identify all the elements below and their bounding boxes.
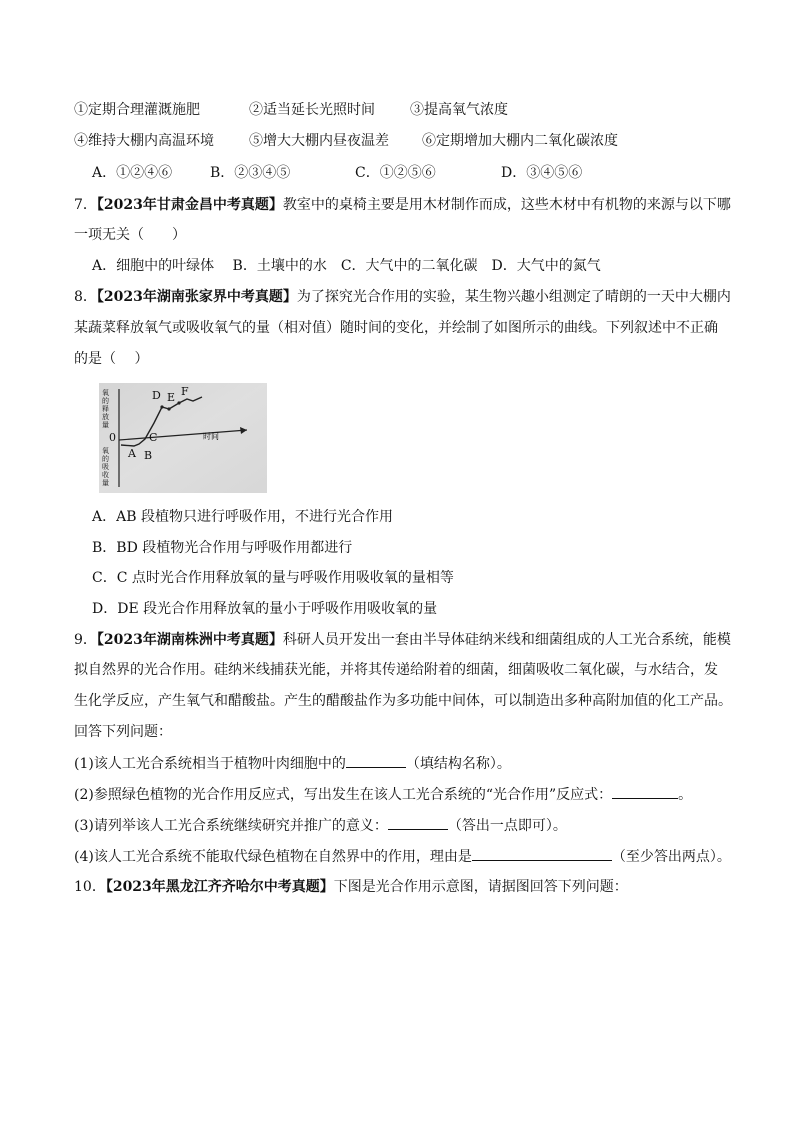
figure-point-b: B: [144, 449, 153, 462]
q7-stem-line-1: [74, 195, 731, 215]
question-number: 9．: [74, 632, 97, 648]
question-text: 教室中的桌椅主要是用木材制作而成，这些木材中有机物的来源与以下哪: [282, 197, 731, 213]
question-number: 10．: [74, 879, 106, 895]
figure-point-e: E: [167, 391, 176, 404]
subquestion-note: 。: [678, 787, 693, 803]
subquestion-text: (4)该人工光合系统不能取代绿色植物在自然界中的作用，理由是: [74, 849, 472, 865]
source-tag: 【2023年湖南张家界中考真题】: [96, 289, 297, 305]
q8-choice-d: D．DE 段光合作用释放氧的量小于呼吸作用吸收氧的量: [92, 601, 438, 617]
answer-blank[interactable]: [472, 846, 612, 861]
subquestion-note: （答出一点即可）。: [447, 818, 567, 834]
figure-point-d: D: [152, 389, 161, 402]
subquestion-text: (1)该人工光合系统相当于植物叶肉细胞中的: [74, 756, 346, 772]
q9-stem-line-3: 生化学反应，产生氧气和醋酸盐。产生的醋酸盐作为多功能中间体，可以制造出多种高附加值的化工产品。: [74, 693, 732, 709]
oxygen-curve-figure: [99, 383, 267, 493]
q9-subquestion-1: [74, 753, 511, 774]
q6-option-5: ⑤增大大棚内昼夜温差: [249, 133, 389, 149]
q6-option-4: ④维持大棚内高温环境: [74, 133, 214, 149]
q10-stem-line-1: [74, 877, 628, 897]
figure-ylabel-top: 氧的释放量: [102, 389, 109, 429]
q9-stem-line-1: [74, 630, 731, 650]
subquestion-text: (3)请列举该人工光合系统继续研究并推广的意义：: [74, 818, 388, 834]
q9-stem-line-2: 拟自然界的光合作用。硅纳米线捕获光能，并将其传递给附着的细菌，细菌吸收二氧化碳，与水结合，发: [74, 662, 718, 678]
q7-stem-line-2: 一项无关（ ）: [74, 227, 186, 243]
source-tag: 【2023年湖南株洲中考真题】: [96, 632, 283, 648]
subquestion-text: (2)参照绿色植物的光合作用反应式，写出发生在该人工光合系统的“光合作用”反应式：: [74, 787, 613, 803]
q8-choice-a: A．AB 段植物只进行呼吸作用，不进行光合作用: [92, 509, 393, 525]
q8-choice-b: B．BD 段植物光合作用与呼吸作用都进行: [92, 540, 353, 556]
source-tag: 【2023年黑龙江齐齐哈尔中考真题】: [105, 879, 334, 895]
question-number: 7．: [74, 197, 97, 213]
q9-subquestion-4: [74, 846, 731, 867]
figure-xlabel: 时间: [203, 432, 219, 441]
q8-stem-line-2: 某蔬菜释放氧气或吸收氧气的量（相对值）随时间的变化，并绘制了如图所示的曲线。下列叙述中不正确: [74, 320, 718, 336]
answer-blank[interactable]: [346, 753, 406, 768]
q6-option-1: ①定期合理灌溉施肥: [74, 102, 200, 118]
q6-choice-a: A．①②④⑥: [92, 165, 173, 181]
q6-choice-c: C．①②⑤⑥: [355, 165, 436, 181]
q8-choice-c: C．C 点时光合作用释放氧的量与呼吸作用吸收氧的量相等: [92, 570, 454, 586]
figure-origin-label: 0: [109, 431, 116, 444]
q8-stem-line-1: [74, 287, 731, 307]
q6-option-3: ③提高氧气浓度: [410, 102, 508, 118]
figure-ylabel-bottom: 氧的吸收量: [102, 447, 109, 487]
figure-point-c: C: [149, 431, 158, 444]
q6-option-2: ②适当延长光照时间: [249, 102, 375, 118]
subquestion-note: （至少答出两点）。: [611, 849, 731, 865]
q6-choice-b: B．②③④⑤: [210, 165, 291, 181]
q9-subquestion-3: [74, 815, 567, 836]
oxygen-curve-image: [99, 383, 267, 493]
question-text: 为了探究光合作用的实验，某生物兴趣小组测定了晴朗的一天中大棚内: [296, 289, 731, 305]
q9-subquestion-2: [74, 784, 692, 805]
q9-stem-line-4: 回答下列问题：: [74, 724, 172, 740]
source-tag: 【2023年甘肃金昌中考真题】: [96, 197, 283, 213]
answer-blank[interactable]: [612, 784, 678, 799]
q8-stem-line-3: 的是（ ）: [74, 351, 149, 367]
question-text: 下图是光合作用示意图，请据图回答下列问题：: [333, 879, 628, 895]
q6-choice-d: D．③④⑤⑥: [501, 165, 583, 181]
subquestion-note: （填结构名称）。: [405, 756, 511, 772]
answer-blank[interactable]: [388, 815, 448, 830]
figure-point-f: F: [181, 385, 189, 398]
question-number: 8．: [74, 289, 97, 305]
figure-point-a: A: [128, 447, 136, 460]
question-text: 科研人员开发出一套由半导体硅纳米线和细菌组成的人工光合系统，能模: [282, 632, 731, 648]
q6-option-6: ⑥定期增加大棚内二氧化碳浓度: [422, 133, 618, 149]
q7-choices: A．细胞中的叶绿体 B．土壤中的水 C．大气中的二氧化碳 D．大气中的氮气: [92, 258, 601, 274]
